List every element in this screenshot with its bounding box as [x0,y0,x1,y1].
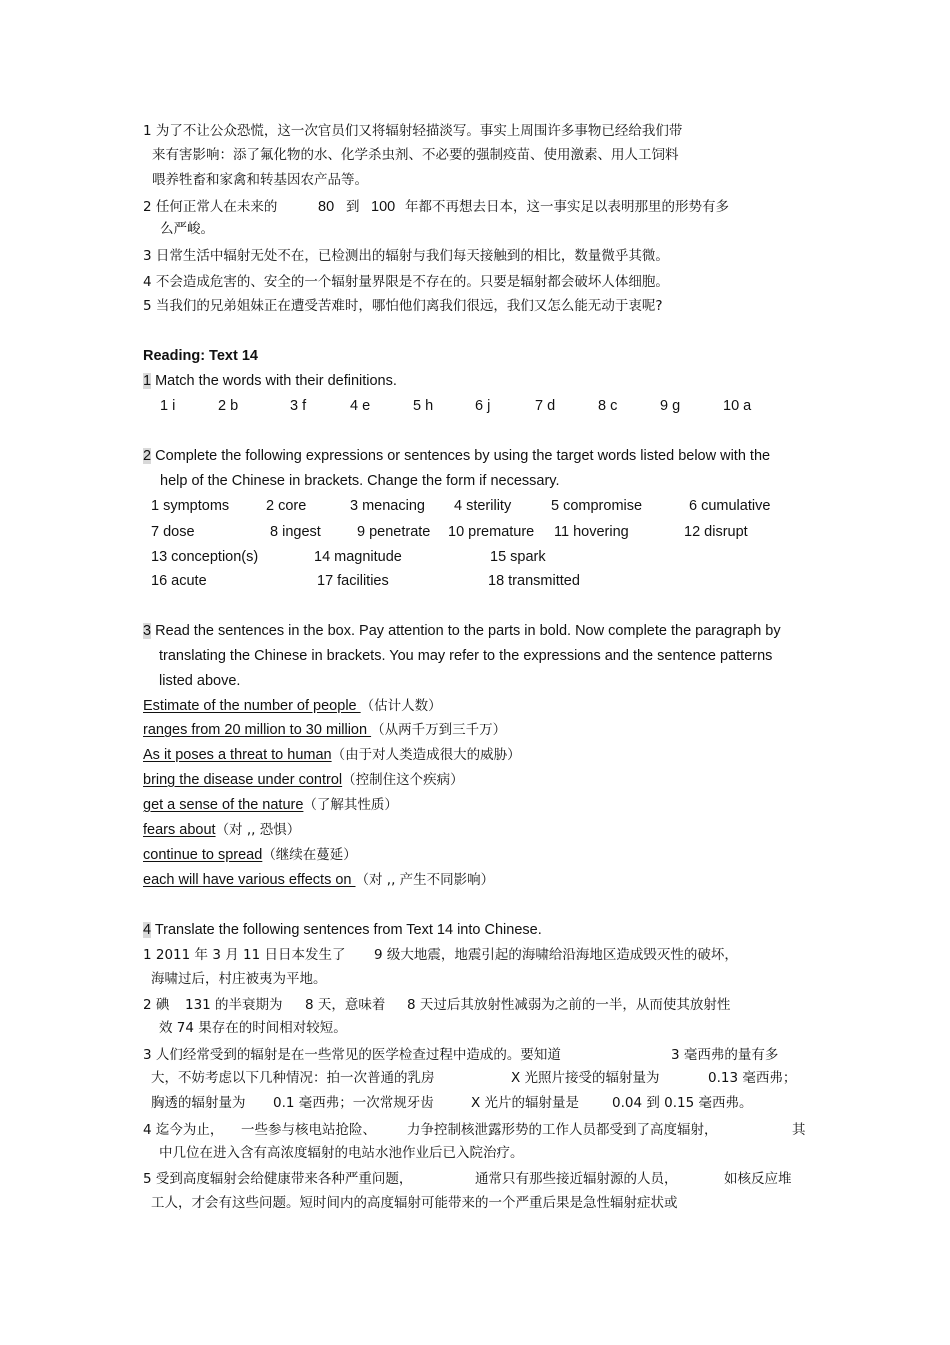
q4-s2-e: 效 74 果存在的时间相对较短。 [159,1020,347,1036]
q1-answer: 10 a [723,398,752,414]
q2-answer: 17 facilities [317,573,389,589]
q3-item-gloss: （估计人数） [360,698,442,714]
q4-s2-a: 2 碘 [143,997,170,1013]
q3-item-gloss: （从两千万到三千万） [371,722,507,738]
q4-s4-c: 力争控制核泄露形势的工作人员都受到了高度辐射， [407,1122,718,1138]
s1-line-7: 4 不会造成危害的、安全的一个辐射量界限是不存在的。只要是辐射都会破坏人体细胞。 [143,274,669,290]
q1-answer: 9 g [660,398,681,414]
q3-item-gloss: （继续在蔓延） [262,847,357,863]
q3-item [143,821,300,839]
q1-answer: 3 f [290,398,307,414]
s1-line-6: 3 日常生活中辐射无处不在，已检测出的辐射与我们每天接触到的相比，数量微乎其微。 [143,248,669,264]
q4-s3-f: 胸透的辐射量为 [151,1095,246,1111]
q4-s2-b: 131 的半衰期为 [185,997,283,1013]
q3-item-gloss: （控制住这个疾病） [342,772,464,788]
q4-s4-d: 其 [792,1122,806,1138]
q3-text-2: translating the Chinese in brackets. You may refer to the expressions and the sentence patterns [159,648,773,664]
q4-s3-e: 0.13 毫西弗； [708,1070,797,1086]
q2-answer: 4 sterility [454,498,512,514]
q2-answer: 1 symptoms [151,498,230,514]
q1-answer: 2 b [218,398,239,414]
q2-text-1: Complete the following expressions or sentences by using the target words listed below with the [151,448,771,464]
q2-answer: 11 hovering [554,524,629,540]
q1-answer: 6 j [475,398,491,414]
q4-s4-b: 一些参与核电站抢险、 [241,1122,376,1138]
q2-answer: 16 acute [151,573,207,589]
q3-item [143,871,494,889]
q4-s4-e: 中几位在进入含有高浓度辐射的电站水池作业后已入院治疗。 [159,1145,524,1161]
q1-answer: 4 e [350,398,371,414]
q3-item-gloss: （了解其性质） [303,797,398,813]
q3-text-3: listed above. [159,673,241,689]
q2-answer: 7 dose [151,524,195,540]
q4-s4-a: 4 迄今为止， [143,1122,224,1138]
s1-line-8: 5 当我们的兄弟姐妹正在遭受苦难时，哪怕他们离我们很远，我们又怎么能无动于衷呢? [143,298,663,314]
q3-item-phrase: bring the disease under control [143,772,343,788]
q3-item [143,697,442,715]
s1-line-4b: 80 [318,199,335,215]
q3-item-gloss: （对 ,, 产生不同影响） [355,872,495,888]
q2-answer: 15 spark [490,549,546,565]
q3-item-gloss: （对 ,, 恐惧） [215,822,301,838]
q1-text: Match the words with their definitions. [151,373,397,389]
q4-s1-a: 1 2011 年 3 月 11 日日本发生了 [143,947,346,963]
q3-text-1: Read the sentences in the box. Pay attention to the parts in bold. Now complete the paragraph by [151,623,781,639]
q4-text: Translate the following sentences from Text 14 into Chinese. [151,922,542,938]
q4-s3-d: X 光照片接受的辐射量为 [511,1070,660,1086]
q3-item-phrase: As it poses a threat to human [143,747,332,763]
q2-answer: 9 penetrate [357,524,431,540]
q2-answer: 18 transmitted [488,573,580,589]
q2-answer: 3 menacing [350,498,425,514]
reading-title: Reading: Text 14 [143,348,258,364]
q3-item [143,796,398,814]
q4-s5-d: 工人，才会有这些问题。短时间内的高度辐射可能带来的一个严重后果是急性辐射症状或 [151,1195,678,1211]
q4-s3-c: 大，不妨考虑以下几种情况：拍一次普通的乳房 [151,1070,435,1086]
s1-line-3: 喂养牲畜和家禽和转基因农产品等。 [152,172,368,188]
s1-line-4e: 年都不再想去日本，这一事实足以表明那里的形势有多 [405,199,729,215]
q4-s3-g: 0.1 毫西弗；一次常规牙齿 [273,1095,434,1111]
q2-number: 2 [143,448,152,464]
q2-answer: 6 cumulative [689,498,771,514]
q3-item-phrase: get a sense of the nature [143,797,304,813]
q3-item-phrase: fears about [143,822,216,838]
s1-line-4c: 到 [346,199,360,215]
q2-answer: 10 premature [448,524,535,540]
q3-number: 3 [143,623,152,639]
q3-item [143,721,506,739]
s1-line-2: 来有害影响：添了氟化物的水、化学杀虫剂、不必要的强制疫苗、使用激素、用人工饲料 [152,147,679,163]
q4-s5-a: 5 受到高度辐射会给健康带来各种严重问题， [143,1171,413,1187]
s1-line-1: 1 为了不让公众恐慌，这一次官员们又将辐射轻描淡写。事实上周围许多事物已经给我们带 [143,123,683,139]
q2-answer: 13 conception(s) [151,549,259,565]
q2-answer: 5 compromise [551,498,643,514]
q1-answer: 7 d [535,398,556,414]
q4-s3-a: 3 人们经常受到的辐射是在一些常见的医学检查过程中造成的。要知道 [143,1047,561,1063]
q3-item [143,771,464,789]
q3-item [143,846,357,864]
q1-heading [143,372,397,390]
q4-s5-b: 通常只有那些接近辐射源的人员， [475,1171,678,1187]
q1-answer: 8 c [598,398,618,414]
q2-answer: 12 disrupt [684,524,748,540]
q2-answer: 2 core [266,498,307,514]
q2-answer: 8 ingest [270,524,321,540]
q3-item-phrase: Estimate of the number of people [143,698,361,714]
q4-s3-i: 0.04 到 0.15 毫西弗。 [612,1095,753,1111]
q2-heading [143,447,770,465]
q1-answer: 5 h [413,398,434,414]
q3-heading [143,622,781,640]
s1-line-4d: 100 [371,199,396,215]
q4-s5-c: 如核反应堆 [724,1171,792,1187]
q3-item-gloss: （由于对人类造成很大的威胁） [331,747,521,763]
q3-item-phrase: ranges from 20 million to 30 million [143,722,372,738]
q4-s3-h: X 光片的辐射量是 [471,1095,580,1111]
q4-s1-c: 海啸过后，村庄被夷为平地。 [151,971,327,987]
q3-item-phrase: each will have various effects on [143,872,356,888]
q4-s1-b: 9 级大地震，地震引起的海啸给沿海地区造成毁灭性的破坏， [374,947,738,963]
q4-s3-b: 3 毫西弗的量有多 [671,1047,779,1063]
q3-item [143,746,521,764]
q1-answer: 1 i [160,398,176,414]
s1-line-4a: 2 任何正常人在未来的 [143,199,278,215]
q4-number: 4 [143,922,152,938]
q1-number: 1 [143,373,152,389]
q4-s2-d: 8 天过后其放射性减弱为之前的一半，从而使其放射性 [407,997,731,1013]
q2-answer: 14 magnitude [314,549,402,565]
q3-item-phrase: continue to spread [143,847,263,863]
q2-text-2: help of the Chinese in brackets. Change the form if necessary. [160,473,560,489]
q4-heading [143,921,542,939]
s1-line-5: 么严峻。 [160,221,214,237]
q4-s2-c: 8 天，意味着 [305,997,386,1013]
